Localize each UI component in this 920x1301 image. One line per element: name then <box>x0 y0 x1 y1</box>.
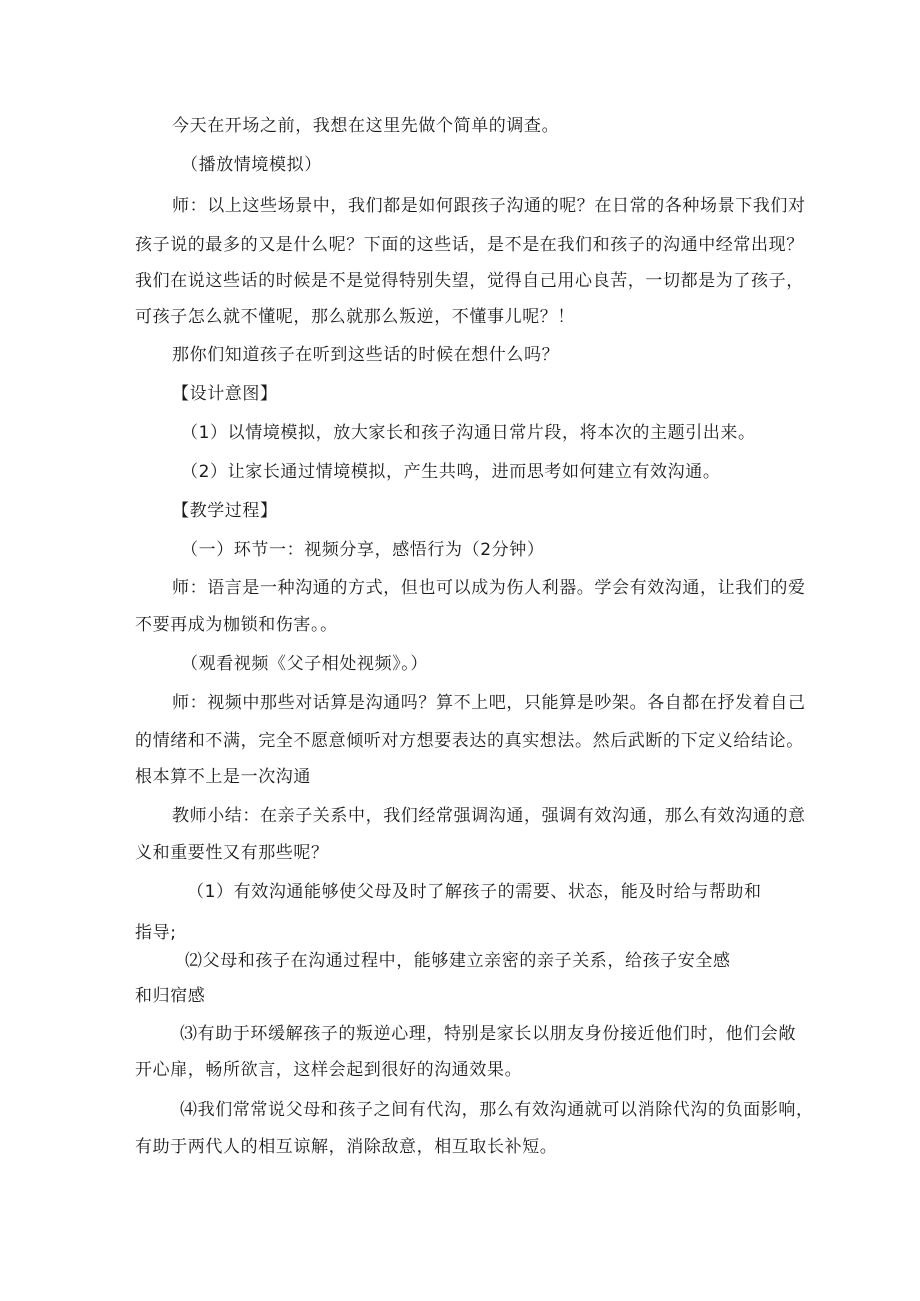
p13-line-2: 义和重要性又有那些呢？ <box>135 843 329 863</box>
p3-line-3: 我们在说这些话的时候是不是觉得特别失望，觉得自己用心良苦，一切都是为了孩子， <box>135 271 804 291</box>
p3-line-2: 孩子说的最多的又是什么呢？下面的这些话，是不是在我们和孩子的沟通中经常出现？ <box>135 235 804 255</box>
p11-line-1: （观看视频《父子相处视频》。） <box>181 654 428 674</box>
p17-line-1: ⑷我们常常说父母和孩子之间有代沟，那么有效沟通就可以消除代沟的负面影响， <box>180 1100 814 1120</box>
p12-line-2: 的情绪和不满，完全不愿意倾听对方想要表达的真实想法。然后武断的下定义给结论。 <box>135 731 804 751</box>
p7-line-1: （2）让家长通过情境模拟，产生共鸣，进而思考如何建立有效沟通。 <box>181 462 721 482</box>
p14-line-1: （1）有效沟通能够使父母及时了解孩子的需要、状态，能及时给与帮助和 <box>187 882 762 902</box>
p14-line-2: 指导; <box>135 923 177 943</box>
p15-line-1: ⑵父母和孩子在沟通过程中，能够建立亲密的亲子关系，给孩子安全感 <box>185 951 731 971</box>
p5-line-1: 【设计意图】 <box>172 384 278 404</box>
p15-line-2: 和归宿感 <box>135 986 206 1006</box>
p13-line-1: 教师小结：在亲子关系中，我们经常强调沟通，强调有效沟通，那么有效沟通的意 <box>172 806 806 826</box>
p4-line-1: 那你们知道孩子在听到这些话的时候在想什么吗？ <box>172 345 560 365</box>
p16-line-2: 开心扉，畅所欲言，这样会起到很好的沟通效果。 <box>135 1060 523 1080</box>
p3-line-4: 可孩子怎么就不懂呢，那么就那么叛逆，不懂事儿呢？！ <box>135 307 575 327</box>
p8-line-1: 【教学过程】 <box>172 501 278 521</box>
p16-line-1: ⑶有助于环缓解孩子的叛逆心理，特别是家长以朋友身份接近他们时，他们会敞 <box>180 1024 796 1044</box>
p12-line-3: 根本算不上是一次沟通 <box>135 767 311 787</box>
p10-line-2: 不要再成为枷锁和伤害。。 <box>135 615 338 635</box>
p6-line-1: （1）以情境模拟，放大家长和孩子沟通日常片段，将本次的主题引出来。 <box>181 423 756 443</box>
p3-line-1: 师：以上这些场景中，我们都是如何跟孩子沟通的呢？在日常的各种场景下我们对 <box>172 196 806 216</box>
p10-line-1: 师：语言是一种沟通的方式，但也可以成为伤人利器。学会有效沟通，让我们的爱 <box>172 578 806 598</box>
p2-line-1: （播放情境模拟） <box>181 155 322 175</box>
p9-line-1: （一）环节一：视频分享，感悟行为（2分钟） <box>181 540 545 560</box>
p1-line-1: 今天在开场之前，我想在这里先做个简单的调查。 <box>172 116 560 136</box>
p12-line-1: 师：视频中那些对话算是沟通吗？算不上吧，只能算是吵架。各自都在抒发着自己 <box>172 693 806 713</box>
p17-line-2: 有助于两代人的相互谅解，消除敌意，相互取长补短。 <box>135 1137 558 1157</box>
